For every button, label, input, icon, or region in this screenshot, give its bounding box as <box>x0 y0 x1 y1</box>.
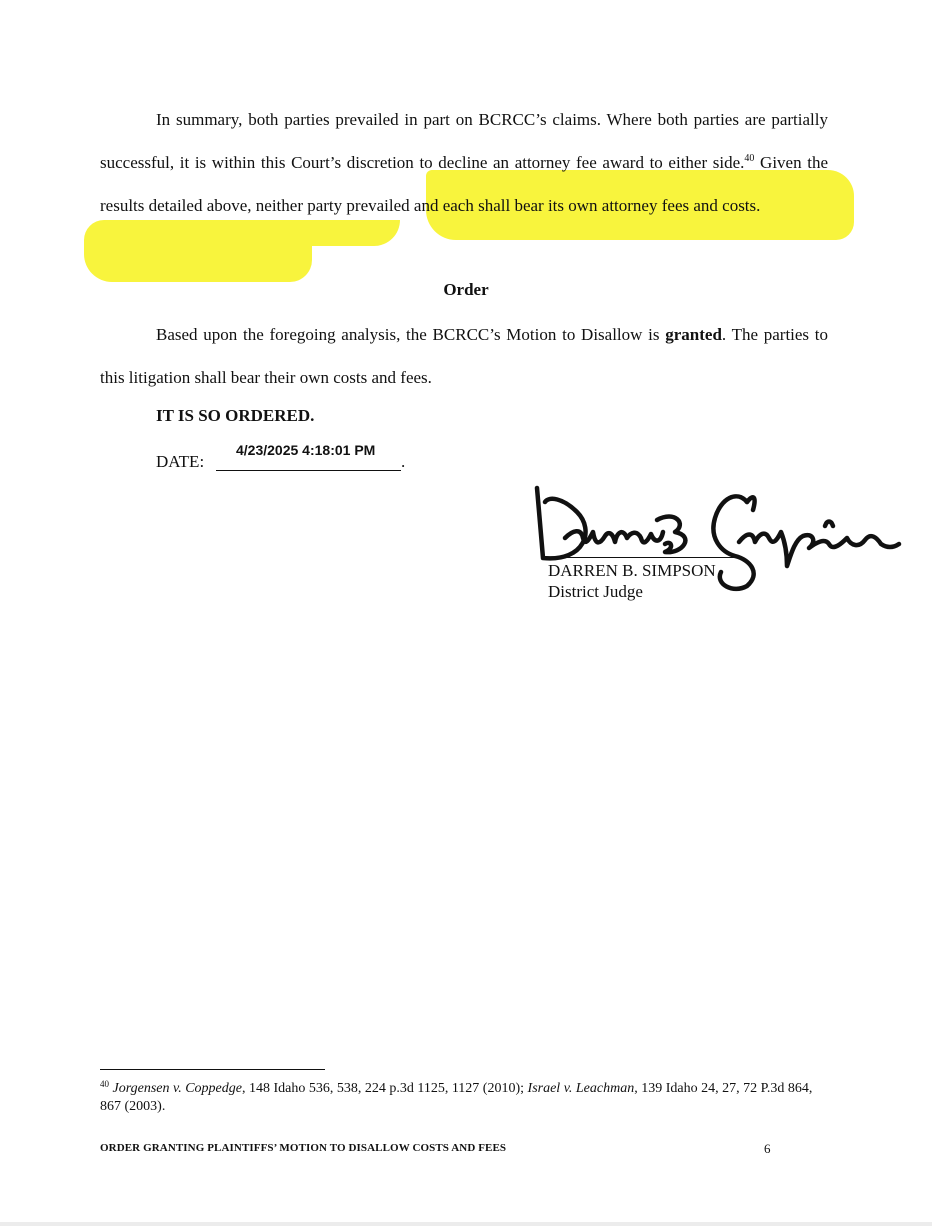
case-citation: , 148 Idaho 536, 538, 224 p.3d 1125, 1127 (2010); <box>241 1081 528 1096</box>
order-text: Based upon the foregoing analysis, the BCRCC’s Motion to Disallow is <box>156 325 666 344</box>
highlight-mark <box>84 220 312 282</box>
so-ordered-line: IT IS SO ORDERED. <box>156 406 315 425</box>
case-name: Israel v. Leachman <box>527 1081 635 1096</box>
footer-title: ORDER GRANTING PLAINTIFFS’ MOTION TO DISALLOW COSTS AND FEES <box>100 1142 507 1154</box>
page-bottom-edge <box>0 1222 932 1226</box>
date-stamp: 4/23/2025 4:18:01 PM <box>236 442 376 458</box>
case-name: Jorgensen v. Coppedge <box>112 1081 242 1096</box>
summary-text-continued: Given the results detailed above, <box>100 153 828 215</box>
footnote <box>100 1080 830 1116</box>
judge-name: DARREN B. SIMPSON <box>548 561 716 580</box>
footnote-reference: 40 <box>744 153 755 164</box>
footnote-number: 40 <box>100 1079 109 1089</box>
judge-title: District Judge <box>548 582 643 601</box>
section-heading: Order <box>443 280 489 299</box>
handwritten-signature <box>525 480 905 600</box>
case-citation: , 139 Idaho 24, 27, 72 P.3d 864, 867 (2003). <box>100 1081 813 1114</box>
order-bold-word: granted <box>665 325 722 344</box>
summary-text: In summary, both parties prevailed in part on BCRCC’s claims. Where both parties are partially successful, it is within this Court’s discretion to decline an attorney fee award to either side. <box>100 110 828 172</box>
summary-paragraph <box>100 98 828 227</box>
date-label: DATE: <box>156 452 205 471</box>
order-paragraph <box>100 313 828 399</box>
highlighted-text: neither party prevailed and each shall bear its own attorney fees and costs. <box>255 196 761 215</box>
date-underline <box>216 470 401 471</box>
order-text-continued: . The parties to this litigation shall bear their own costs and fees. <box>100 325 828 387</box>
page-number: 6 <box>764 1141 771 1156</box>
footnote-rule <box>100 1069 325 1070</box>
date-period: . <box>401 452 406 471</box>
